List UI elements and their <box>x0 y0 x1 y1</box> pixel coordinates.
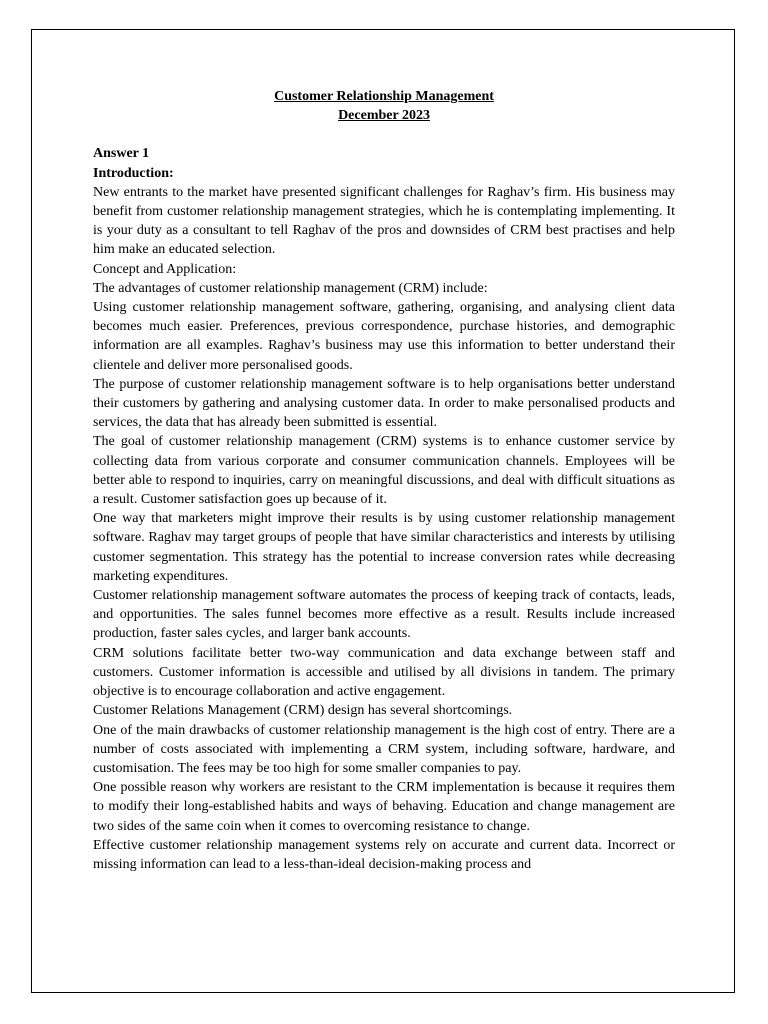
paragraph-introduction: New entrants to the market have presented significant challenges for Raghav’s firm. His business may benefit from customer relationship management strategies, which he is contemplating implementing. It is your duty as a consultant to tell Raghav of the pros and downsides of CRM best practises and help him make an educated selection. <box>93 184 675 258</box>
paragraph-collaboration: CRM solutions facilitate better two-way communication and data exchange between staff and customers. Customer information is accessible and utilised by all divisions in tandem. The primary objective is to encourage collaboration and active engagement. <box>93 645 675 700</box>
paragraph-sales-automation: Customer relationship management software automates the process of keeping track of contacts, leads, and opportunities. The sales funnel becomes more effective as a result. Results include increased production, faster sales cycles, and larger bank accounts. <box>93 588 675 642</box>
paragraph-resistance: One possible reason why workers are resistant to the CRM implementation is because it requires them to modify their long-established habits and ways of behaving. Education and change management are two sides of the same coin when it comes to overcoming resistance to change. <box>93 780 675 834</box>
document-title: Customer Relationship Management <box>274 89 494 104</box>
document-date: December 2023 <box>338 108 430 124</box>
paragraph-cost: One of the main drawbacks of customer relationship management is the high cost of entry. There are a number of costs associated with implementing a CRM system, including software, hardware, and customisation. The fees may be too high for some smaller companies to pay. <box>93 722 675 776</box>
paragraph-data-gathering: Using customer relationship management software, gathering, organising, and analysing client data becomes much easier. Preferences, previous correspondence, purchase histories, and demographic information are all examples. Raghav’s business may use this information to better understand their clientele and deliver more personalised goods. <box>93 300 675 373</box>
page-frame <box>31 29 735 993</box>
document-body <box>93 87 675 874</box>
paragraph-purpose: The purpose of customer relationship management software is to help organisations better understand their customers by gathering and analysing customer data. In order to make personalised products and services, the data that has already been submitted is essential. <box>93 376 675 431</box>
paragraph-shortcomings-intro: Customer Relations Management (CRM) design has several shortcomings. <box>93 703 513 719</box>
paragraph-data-quality: Effective customer relationship management systems rely on accurate and current data. Incorrect or missing information can lead to a less-than-ideal decision-making process and <box>93 837 675 872</box>
answer-heading: Answer 1 <box>93 146 150 162</box>
paragraph-concept-heading: Concept and Application: <box>93 261 237 277</box>
title-block <box>93 87 675 125</box>
paragraph-advantages-intro: The advantages of customer relationship management (CRM) include: <box>93 280 488 296</box>
paragraph-customer-service: The goal of customer relationship management (CRM) systems is to enhance customer service by collecting data from various corporate and consumer communication channels. Employees will be better able to respond to inquiries, carry on meaningful discussions, and deal with difficult situations as a result. Customer satisfaction goes up because of it. <box>93 434 675 508</box>
introduction-heading: Introduction: <box>93 165 174 181</box>
paragraph-marketing: One way that marketers might improve their results is by using customer relationship management software. Raghav may target groups of people that have similar characteristics and interests by utilising customer segmentation. This strategy has the potential to increase conversion rates while decreasing marketing expenditures. <box>93 511 675 584</box>
